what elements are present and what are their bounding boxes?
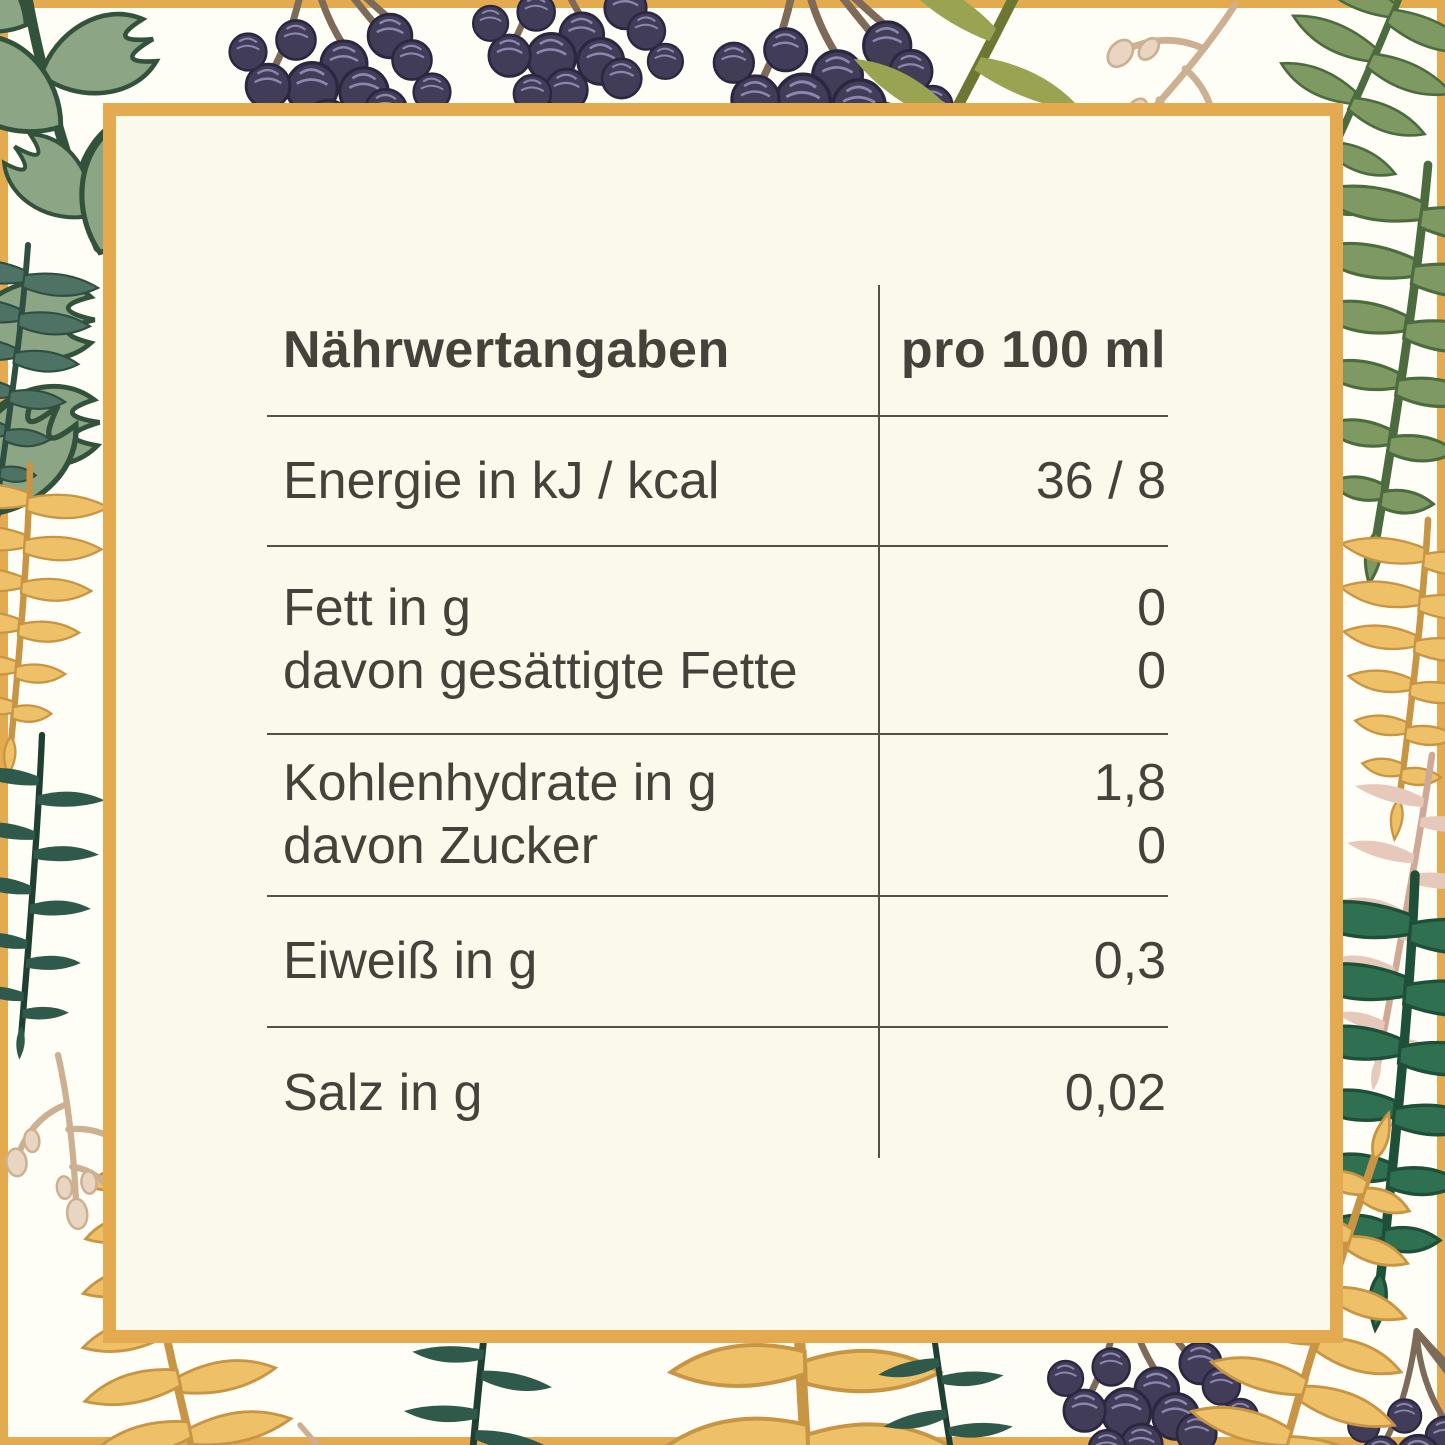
row-sublabel: davon gesättigte Fette — [283, 642, 798, 700]
row-sublabel: davon Zucker — [283, 817, 599, 875]
berry-cluster-illustration — [473, 0, 683, 112]
row-subvalue: 0 — [1137, 642, 1166, 700]
row-value: 36 / 8 — [1035, 451, 1166, 510]
row-value: 0,3 — [1093, 932, 1166, 990]
row-label: Energie in kJ / kcal — [283, 451, 720, 510]
column-divider-line — [878, 285, 880, 1158]
row-value: 0 — [1137, 579, 1166, 637]
fern-illustration — [0, 459, 111, 780]
table-row-protein — [267, 897, 1168, 1028]
table-header-row — [267, 285, 1168, 417]
nutrition-table — [267, 285, 1168, 1158]
table-header-unit: pro 100 ml — [900, 320, 1166, 379]
row-label: Salz in g — [283, 1063, 483, 1122]
row-label: Eiweiß in g — [283, 932, 538, 990]
row-value: 1,8 — [1093, 754, 1166, 812]
row-label: Kohlenhydrate in g — [283, 754, 717, 812]
table-row-energy — [267, 417, 1168, 547]
row-subvalue: 0 — [1137, 817, 1166, 875]
dark-sprig-illustration — [0, 730, 109, 1064]
table-row-fat — [267, 547, 1168, 735]
row-label: Fett in g — [283, 579, 471, 637]
table-header-name: Nährwertangaben — [283, 320, 730, 379]
table-row-carbohydrates — [267, 735, 1168, 897]
row-value: 0,02 — [1064, 1063, 1166, 1122]
table-row-salt — [267, 1028, 1168, 1158]
